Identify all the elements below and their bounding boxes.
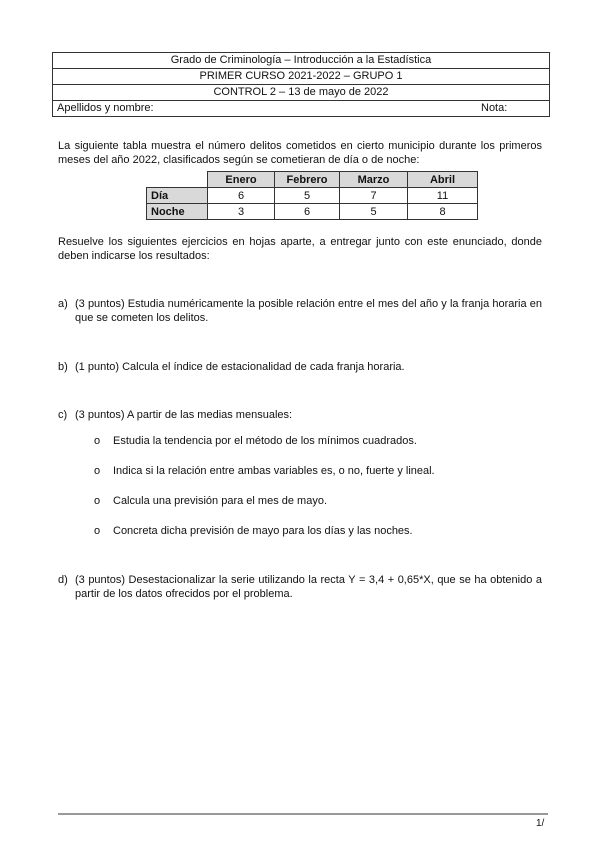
list-item-text: Estudia la tendencia por el método de los mínimos cuadrados. bbox=[113, 435, 417, 447]
table-row bbox=[147, 188, 478, 204]
question-c bbox=[58, 408, 542, 422]
course-title: Grado de Criminología – Introducción a la Estadística bbox=[53, 53, 549, 69]
question-b bbox=[58, 360, 542, 374]
col-header: Marzo bbox=[340, 172, 408, 188]
row-header: Noche bbox=[147, 204, 208, 220]
student-info-row bbox=[53, 101, 549, 116]
name-label: Apellidos y nombre: bbox=[57, 102, 154, 114]
table-header-row bbox=[147, 172, 478, 188]
table-cell: 6 bbox=[208, 188, 275, 204]
question-text: (3 puntos) Estudia numéricamente la posible relación entre el mes del año y la franja horaria en que se cometen los delitos. bbox=[75, 298, 542, 324]
list-item bbox=[94, 464, 435, 478]
bullet-marker: o bbox=[94, 495, 101, 507]
row-header: Día bbox=[147, 188, 208, 204]
grade-label: Nota: bbox=[481, 102, 508, 114]
question-label: a) bbox=[58, 298, 68, 310]
col-header: Enero bbox=[208, 172, 275, 188]
table-cell: 7 bbox=[340, 188, 408, 204]
table-cell: 5 bbox=[275, 188, 340, 204]
question-a bbox=[58, 297, 542, 325]
question-d bbox=[58, 573, 542, 601]
exam-header bbox=[52, 52, 550, 117]
table-cell: 3 bbox=[208, 204, 275, 220]
bullet-marker: o bbox=[94, 465, 101, 477]
question-label: b) bbox=[58, 361, 68, 373]
list-item-text: Concreta dicha previsión de mayo para los días y las noches. bbox=[113, 525, 413, 537]
page-number: 1/ bbox=[536, 818, 545, 829]
col-header: Febrero bbox=[275, 172, 340, 188]
table-cell: 6 bbox=[275, 204, 340, 220]
question-label: d) bbox=[58, 574, 68, 586]
exam-title: CONTROL 2 – 13 de mayo de 2022 bbox=[53, 85, 549, 101]
list-item bbox=[94, 434, 417, 448]
question-text: (1 punto) Calcula el índice de estacionalidad de cada franja horaria. bbox=[75, 361, 405, 373]
table-cell: 11 bbox=[408, 188, 478, 204]
list-item bbox=[94, 524, 413, 538]
intro-paragraph: La siguiente tabla muestra el número delitos cometidos en cierto municipio durante los primeros meses del año 2022, clasificados según se cometieran de día o de noche: bbox=[58, 140, 542, 166]
crime-data-table bbox=[146, 171, 478, 220]
footer-divider bbox=[58, 813, 548, 815]
question-label: c) bbox=[58, 409, 68, 421]
table-cell: 5 bbox=[340, 204, 408, 220]
table-cell: 8 bbox=[408, 204, 478, 220]
instructions-paragraph: Resuelve los siguientes ejercicios en hojas aparte, a entregar junto con este enunciado, donde deben indicarse los resultados: bbox=[58, 236, 542, 262]
col-header: Abril bbox=[408, 172, 478, 188]
question-text: (3 puntos) Desestacionalizar la serie utilizando la recta Y = 3,4 + 0,65*X, que se ha obtenido a partir de los datos ofrecidos por el problema. bbox=[75, 574, 542, 600]
bullet-marker: o bbox=[94, 525, 101, 537]
list-item-text: Indica si la relación entre ambas variables es, o no, fuerte y lineal. bbox=[113, 465, 435, 477]
list-item bbox=[94, 494, 327, 508]
bullet-marker: o bbox=[94, 435, 101, 447]
list-item-text: Calcula una previsión para el mes de mayo. bbox=[113, 495, 328, 507]
course-year-group: PRIMER CURSO 2021-2022 – GRUPO 1 bbox=[53, 69, 549, 85]
table-row bbox=[147, 204, 478, 220]
question-text: (3 puntos) A partir de las medias mensuales: bbox=[75, 409, 293, 421]
table-corner bbox=[147, 172, 208, 188]
